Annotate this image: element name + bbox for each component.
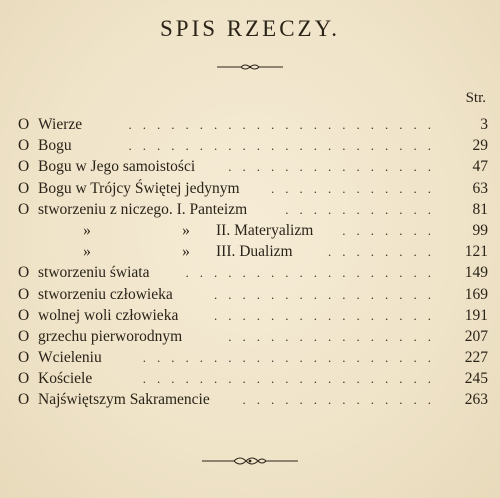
entry-title: Wierze [38, 116, 83, 133]
page-title: SPIS RZECZY. [159, 16, 340, 41]
dot-leader: ..................... [142, 350, 442, 366]
entry-title: wolnej woli człowieka [38, 306, 179, 324]
entry-title: Bogu w Jego samoistości [38, 158, 196, 176]
ditto-mark: » [83, 221, 91, 239]
entry-page-number: 3 [480, 116, 488, 133]
toc-entry [18, 305, 488, 326]
entry-title: II. Materyalizm [216, 221, 314, 239]
entry-prefix: O [18, 370, 30, 388]
entry-prefix: O [18, 391, 30, 409]
entry-title: Najświętszym Sakramencie [38, 391, 210, 409]
toc-entry [18, 199, 488, 220]
dot-leader: ................ [214, 307, 442, 323]
toc-entry [18, 347, 488, 368]
dot-leader: ................ [214, 286, 442, 302]
top-ornament [0, 62, 500, 72]
entry-page-number: 245 [464, 370, 488, 388]
bottom-ornament [0, 455, 500, 467]
toc-entry [18, 135, 488, 156]
entry-page-number: 29 [472, 137, 488, 155]
dot-leader: ...................... [128, 138, 442, 154]
toc-entry [18, 389, 488, 410]
entry-prefix: O [18, 264, 30, 282]
entry-page-number: 191 [464, 306, 488, 324]
entry-page-number: 169 [464, 285, 488, 303]
dot-leader: ............ [271, 180, 442, 196]
entry-title: Kościele [38, 370, 93, 388]
dot-leader: ..................... [142, 371, 442, 387]
entry-prefix: O [18, 179, 30, 197]
entry-prefix: O [18, 306, 30, 324]
entry-title: stworzeniu z niczego. I. Panteizm [38, 200, 248, 218]
entry-page-number: 227 [464, 349, 488, 367]
toc-entry [18, 156, 488, 177]
toc-entry [18, 178, 488, 199]
entry-prefix: O [18, 116, 30, 133]
entry-page-number: 47 [472, 158, 488, 176]
entry-prefix: O [18, 349, 30, 367]
dot-leader: ........... [285, 201, 442, 217]
dot-leader: ........ [328, 244, 442, 260]
toc-entry [18, 241, 488, 262]
entry-title: III. Dualizm [216, 243, 293, 261]
entry-prefix: O [18, 285, 30, 303]
entry-page-number: 63 [472, 179, 488, 197]
toc-entry [18, 368, 488, 389]
entry-title: Bogu w Trójcy Świętej jedynym [38, 179, 240, 197]
toc-entry [18, 262, 488, 283]
ditto-mark: » [182, 221, 190, 239]
entry-title: grzechu pierworodnym [38, 327, 183, 345]
entry-page-number: 121 [464, 243, 488, 261]
toc-entry [18, 114, 488, 135]
dot-leader: ............... [228, 159, 442, 175]
entry-prefix: O [18, 137, 30, 155]
dot-leader: .................. [185, 265, 442, 281]
dot-leader: .............. [242, 392, 442, 408]
entry-prefix: O [18, 200, 30, 218]
dot-leader: ............... [228, 328, 442, 344]
ditto-mark: » [83, 243, 91, 261]
entry-page-number: 207 [464, 327, 488, 345]
page-column-header: Str. [465, 90, 486, 106]
entry-prefix: O [18, 158, 30, 176]
dot-leader: ....... [342, 222, 442, 238]
toc-entry [18, 284, 488, 305]
entry-title: stworzeniu świata [38, 264, 150, 282]
entry-title: Wcieleniu [38, 349, 102, 367]
entry-page-number: 99 [472, 221, 488, 239]
entry-page-number: 149 [464, 264, 488, 282]
table-of-contents [18, 114, 488, 411]
entry-title: Bogu [38, 137, 72, 155]
ditto-mark: » [182, 243, 190, 261]
toc-entry [18, 220, 488, 241]
entry-page-number: 81 [472, 200, 488, 218]
entry-title: stworzeniu człowieka [38, 285, 173, 303]
entry-page-number: 263 [464, 391, 488, 409]
entry-prefix: O [18, 327, 30, 345]
toc-entry [18, 326, 488, 347]
dot-leader: ...................... [128, 117, 442, 132]
